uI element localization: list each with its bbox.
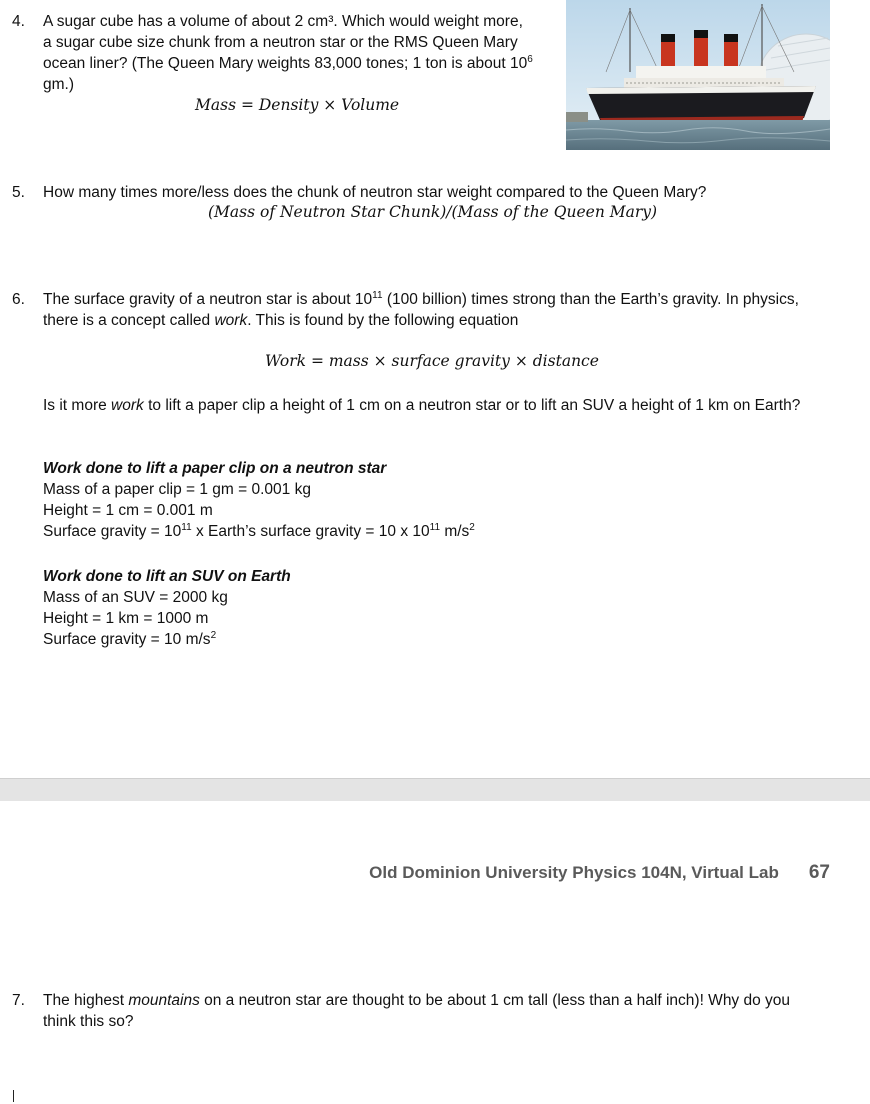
block-title: Work done to lift a paper clip on a neutron star — [43, 460, 387, 477]
mass-ratio-equation: (Mass of Neutron Star Chunk)/(Mass of the Queen Mary) — [208, 203, 658, 221]
page-separator — [0, 778, 870, 802]
question-6 — [0, 289, 860, 335]
question-number: 6. — [12, 291, 25, 308]
block-title: Work done to lift an SUV on Earth — [43, 568, 291, 585]
question-number: 7. — [12, 992, 25, 1009]
question-number: 4. — [12, 13, 25, 30]
queen-mary-ship-image — [566, 0, 830, 150]
suv-block: Work done to lift an SUV on Earth Mass of an SUV = 2000 kg Height = 1 km = 1000 m Surface gravity = 10 $m/s^2$ — [43, 566, 743, 650]
question-7 — [0, 990, 860, 1036]
mass-equation: Mass = Density × Volume — [195, 96, 400, 114]
paper-clip-block: Work done to lift a paper clip on a neutron star Mass of a paper clip = 1 gm = 0.001 kg Height = 1 cm = 0.001 m Surface gravity = $10^{11}$ x Earth’s surface gravity = 10 x $10^{11}$ $m/s^2$ — [43, 458, 743, 542]
footer-label: Old Dominion University Physics 104N, Virtual Lab — [369, 863, 779, 882]
page-footer — [369, 862, 830, 884]
document-page-lower — [0, 801, 870, 1104]
work-equation: Work = mass × surface gravity × distance — [265, 352, 599, 370]
question-text: How many times more/less does the chunk of neutron star weight compared to the Queen Mary? — [43, 184, 707, 201]
question-text: The surface gravity of a neutron star is about $10^{11}$ (100 billion) times strong than the Earth’s gravity. In physics, there is a concept called work. This is found by the following equation — [43, 289, 799, 329]
text-cursor — [13, 1090, 14, 1102]
question-number: 5. — [12, 184, 25, 201]
question-text: A sugar cube has a volume of about 2 cm³. Which would weight more, a sugar cube size chunk from a neutron star or the RMS Queen Mary ocean liner? (The Queen Mary weights 83,000 tones; 1 ton is about $10^6$ gm.) — [43, 13, 533, 93]
page-number: 67 — [808, 862, 830, 883]
work-question: Is it more work to lift a paper clip a height of 1 cm on a neutron star or to lift an SUV a height of 1 km on Earth? — [43, 397, 801, 414]
question-text: The highest mountains on a neutron star are thought to be about 1 cm tall (less than a half inch)! Why do you think this so? — [43, 992, 791, 1030]
